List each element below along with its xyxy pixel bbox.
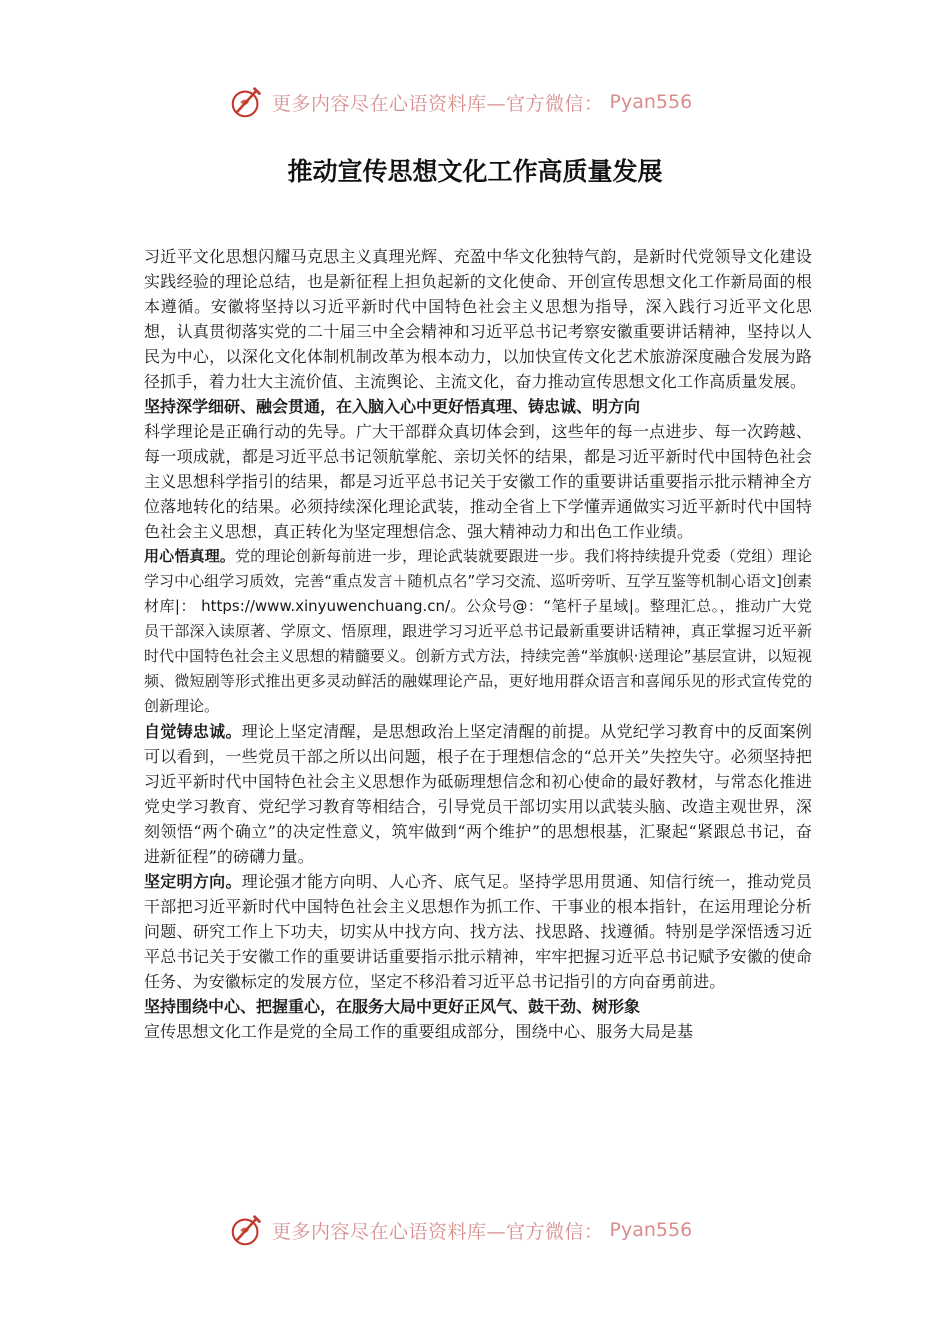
banner-text: 更多内容尽在心语资料库—官方微信： bbox=[272, 92, 604, 115]
section1-paragraph-3 bbox=[144, 719, 812, 869]
paragraph-body: 党的理论创新每前进一步，理论武装就要跟进一步。我们将持续提升党委（党组）理论学习中心组学习质效，完善“重点发言＋随机点名”学习交流、巡听旁听、互学互鉴等机制心语文]创素材库|： https://www.xinyuwenchuang.cn/。公众号@：“笔杆子星域|。整理汇总。，推动广大党员干部深入读原著、学原文、悟原理，跟进学习习近平总书记最新重要讲话精神，真正掌握习近平新时代中国特色社会主义思想的精髓要义。创新方式方法，持续完善“举旗帜·送理论”基层宣讲，以短视频、微短剧等形式推出更多灵动鲜活的融媒理论产品，更好地用群众语言和喜闻乐见的形式宣传党的创新理论。 bbox=[144, 547, 812, 715]
intro-paragraph: 习近平文化思想闪耀马克思主义真理光辉、充盈中华文化独特气韵，是新时代党领导文化建设实践经验的理论总结，也是新征程上担负起新的文化使命、开创宣传思想文化工作新局面的根本遵循。安徽将坚持以习近平新时代中国特色社会主义思想为指导，深入践行习近平文化思想，认真贯彻落实党的二十届三中全会精神和习近平总书记考察安徽重要讲话精神，坚持以人民为中心，以深化文化体制机制改革为根本动力，以加快宣传文化艺术旅游深度融合发展为路径抓手，着力壮大主流价值、主流舆论、主流文化，奋力推动宣传思想文化工作高质量发展。 bbox=[144, 247, 812, 391]
banner-text: 更多内容尽在心语资料库—官方微信： bbox=[272, 1220, 604, 1243]
paragraph-body: 理论上坚定清醒，是思想政治上坚定清醒的前提。从党纪学习教育中的反面案例可以看到，一些党员干部之所以出问题，根子在于理想信念的“总开关”失控失守。必须坚持把习近平新时代中国特色社会主义思想作为砥砺理想信念和初心使命的最好教材，与常态化推进党史学习教育、党纪学习教育等相结合，引导党员干部切实用以武装头脑、改造主观世界，深刻领悟“两个确立”的决定性意义，筑牢做到“两个维护”的思想根基，汇聚起“紧跟总书记，奋进新征程”的磅礴力量。 bbox=[144, 722, 812, 866]
banner-wechat-id: Pyan556 bbox=[609, 91, 693, 113]
section1-paragraph-2 bbox=[144, 544, 812, 719]
section1-paragraph-1: 科学理论是正确行动的先导。广大干部群众真切体会到，这些年的每一点进步、每一次跨越、每一项成就，都是习近平总书记领航掌舵、亲切关怀的结果，都是习近平新时代中国特色社会主义思想科学指引的结果，都是习近平总书记关于安徽工作的重要讲话重要指示批示精神全方位落地转化的结果。必须持续深化理论武装，推动全省上下学懂弄通做实习近平新时代中国特色社会主义思想，真正转化为坚定理想信念、强大精神动力和出色工作业绩。 bbox=[144, 422, 812, 541]
article-body bbox=[144, 244, 812, 1044]
section2-paragraph-1: 宣传思想文化工作是党的全局工作的重要组成部分，围绕中心、服务大局是基 bbox=[144, 1022, 694, 1041]
paragraph-lead: 坚定明方向。 bbox=[144, 872, 242, 891]
banner-wechat-id: Pyan556 bbox=[609, 1219, 693, 1241]
top-banner bbox=[228, 82, 728, 122]
pen-logo-icon bbox=[228, 83, 266, 121]
page-title: 推动宣传思想文化工作高质量发展 bbox=[287, 157, 663, 186]
bottom-banner bbox=[228, 1210, 728, 1250]
section1-paragraph-4 bbox=[144, 869, 812, 994]
section-heading-2: 坚持围绕中心、把握重心，在服务大局中更好正风气、鼓干劲、树形象 bbox=[144, 997, 641, 1016]
paragraph-body: 理论强才能方向明、人心齐、底气足。坚持学思用贯通、知信行统一，推动党员干部把习近平新时代中国特色社会主义思想作为抓工作、干事业的根本指针，在运用理论分析问题、研究工作上下功夫，切实从中找方向、找方法、找思路、找遵循。特别是学深悟透习近平总书记关于安徽工作的重要讲话重要指示批示精神，牢牢把握习近平总书记赋予安徽的使命任务、为安徽标定的发展方位，坚定不移沿着习近平总书记指引的方向奋勇前进。 bbox=[144, 872, 812, 991]
section-heading-1: 坚持深学细研、融会贯通，在入脑入心中更好悟真理、铸忠诚、明方向 bbox=[144, 397, 641, 416]
paragraph-lead: 用心悟真理。 bbox=[144, 547, 236, 565]
pen-logo-icon bbox=[228, 1211, 266, 1249]
paragraph-lead: 自觉铸忠诚。 bbox=[144, 722, 242, 741]
